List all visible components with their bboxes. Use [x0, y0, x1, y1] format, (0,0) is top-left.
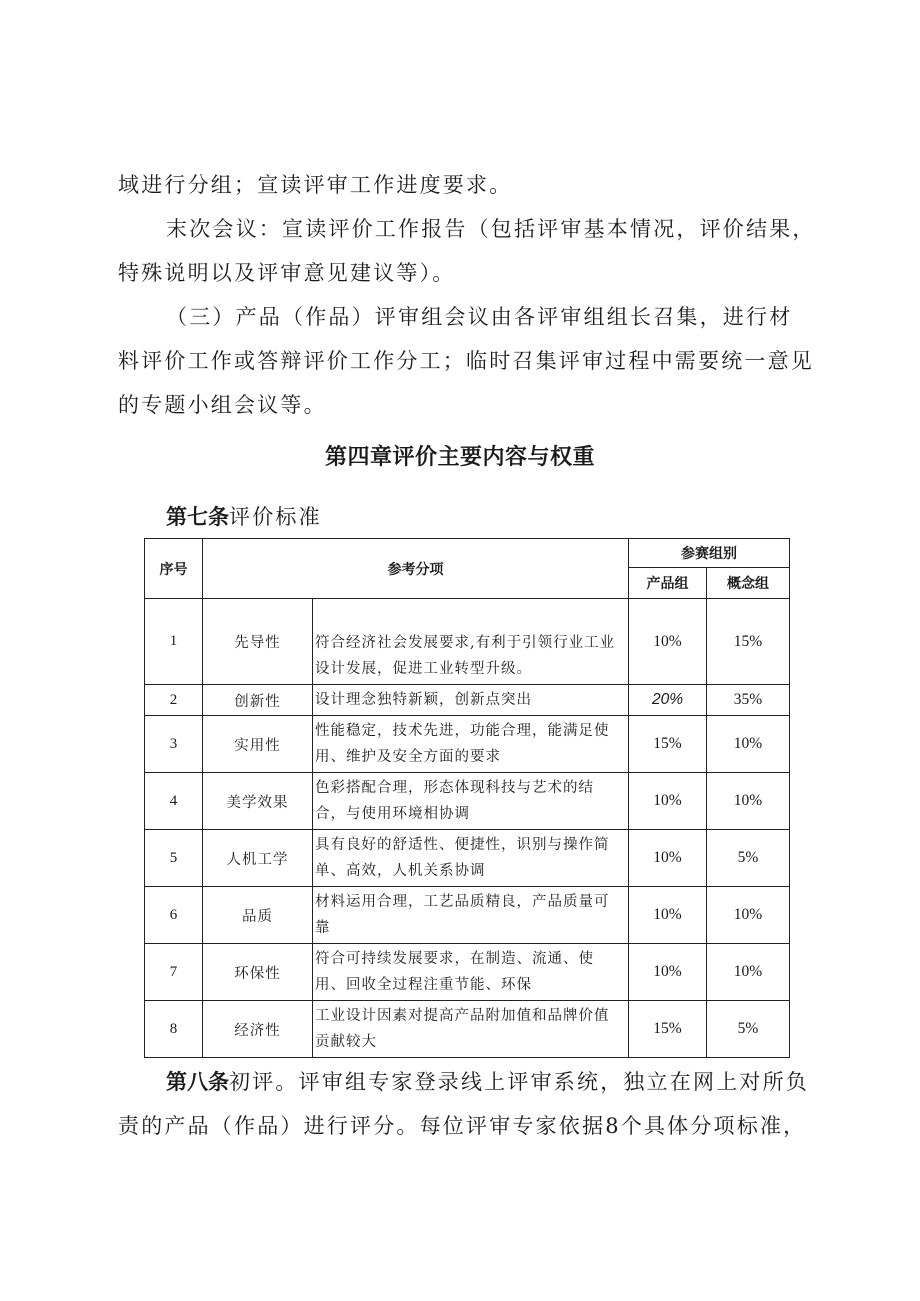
header-item: 参考分项 [203, 539, 629, 599]
row-no: 8 [145, 1001, 203, 1058]
header-product: 产品组 [629, 568, 707, 599]
row-desc: 色彩搭配合理，形态体现科技与艺术的结合，与使用环境相协调 [313, 773, 629, 830]
row-name: 经济性 [203, 1001, 313, 1058]
paragraph-line: 料评价工作或答辩评价工作分工；临时召集评审过程中需要统一意见 [118, 349, 814, 373]
row-desc: 工业设计因素对提高产品附加值和品牌价值贡献较大 [313, 1001, 629, 1058]
row-concept: 5% [707, 1001, 790, 1058]
paragraph-line: 域进行分组；宣读评审工作进度要求。 [118, 173, 513, 197]
article-8-line: 责的产品（作品）进行评分。每位评审专家依据8个具体分项标准， [118, 1114, 807, 1138]
paragraph-line: 的专题小组会议等。 [118, 393, 327, 417]
evaluation-criteria-table [144, 538, 790, 1058]
row-no: 3 [145, 716, 203, 773]
row-no: 4 [145, 773, 203, 830]
row-concept: 10% [707, 716, 790, 773]
row-product: 10% [629, 773, 707, 830]
row-no: 2 [145, 685, 203, 716]
table-row [145, 716, 790, 773]
row-concept: 5% [707, 830, 790, 887]
row-concept: 10% [707, 887, 790, 944]
row-concept: 10% [707, 773, 790, 830]
row-product: 10% [629, 830, 707, 887]
row-name: 实用性 [203, 716, 313, 773]
row-product: 15% [629, 1001, 707, 1058]
row-desc: 性能稳定，技术先进，功能合理，能满足使用、维护及安全方面的要求 [313, 716, 629, 773]
article-text: 评价标准 [229, 505, 322, 529]
table-row [145, 830, 790, 887]
row-no: 1 [145, 599, 203, 685]
row-desc: 设计理念独特新颖，创新点突出 [313, 685, 629, 716]
table-row [145, 685, 790, 716]
row-name: 环保性 [203, 944, 313, 1001]
paragraph-line: 特殊说明以及评审意见建议等）。 [118, 261, 456, 285]
row-product: 15% [629, 716, 707, 773]
row-desc: 符合可持续发展要求，在制造、流通、使用、回收全过程注重节能、环保 [313, 944, 629, 1001]
row-product: 10% [629, 599, 707, 685]
row-product: 10% [629, 887, 707, 944]
article-7-heading [166, 495, 886, 539]
paragraph-line: 末次会议：宣读评价工作报告（包括评审基本情况，评价结果， [166, 217, 816, 241]
table-row [145, 887, 790, 944]
table-row [145, 944, 790, 1001]
row-name: 人机工学 [203, 830, 313, 887]
row-desc: 材料运用合理，工艺品质精良，产品质量可靠 [313, 887, 629, 944]
header-group: 参赛组别 [629, 539, 790, 568]
row-no: 5 [145, 830, 203, 887]
paragraph-line: （三）产品（作品）评审组会议由各评审组组长召集，进行材 [166, 305, 793, 329]
row-name: 美学效果 [203, 773, 313, 830]
row-no: 6 [145, 887, 203, 944]
row-name: 先导性 [203, 599, 313, 685]
table-row [145, 599, 790, 685]
header-no: 序号 [145, 539, 203, 599]
row-concept: 35% [707, 685, 790, 716]
article-text: 初评。评审组专家登录线上评审系统，独立在网上对所负 [229, 1070, 809, 1094]
row-product: 10% [629, 944, 707, 1001]
row-product: 20% [629, 685, 707, 716]
table-row [145, 1001, 790, 1058]
article-label: 第七条 [166, 505, 229, 529]
table-row [145, 773, 790, 830]
row-no: 7 [145, 944, 203, 1001]
row-desc: 符合经济社会发展要求,有利于引领行业工业设计发展，促进工业转型升级。 [313, 599, 629, 685]
row-desc: 具有良好的舒适性、便捷性，识别与操作简单、高效，人机关系协调 [313, 830, 629, 887]
row-name: 品质 [203, 887, 313, 944]
row-name: 创新性 [203, 685, 313, 716]
article-label: 第八条 [166, 1070, 229, 1094]
row-concept: 15% [707, 599, 790, 685]
header-concept: 概念组 [707, 568, 790, 599]
chapter-title: 第四章评价主要内容与权重 [324, 445, 595, 470]
article-8-line [166, 1060, 846, 1104]
table-header-row [145, 539, 790, 568]
row-concept: 10% [707, 944, 790, 1001]
